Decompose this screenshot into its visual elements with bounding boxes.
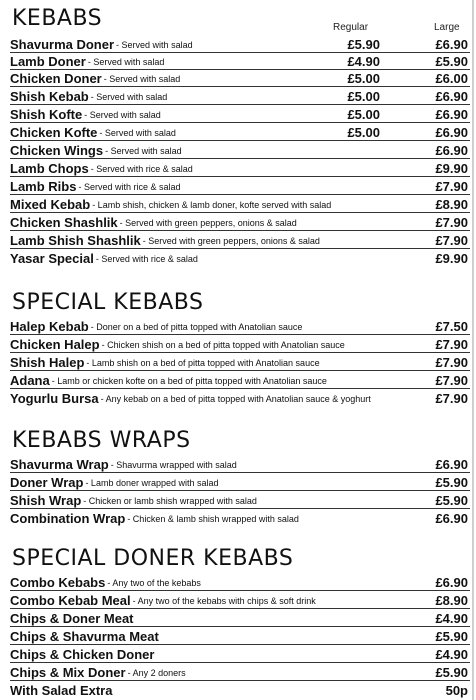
- item-name: Chips & Mix Doner: [10, 665, 126, 680]
- menu-item: [10, 474, 470, 491]
- item-name: Yasar Special: [10, 251, 94, 266]
- price-large: £7.90: [435, 215, 468, 230]
- menu-item: [10, 628, 470, 645]
- item-name: Chips & Doner Meat: [10, 611, 134, 626]
- price-regular: £5.90: [347, 37, 380, 52]
- menu-item: [10, 53, 470, 70]
- menu-item: [10, 142, 470, 159]
- menu-item: [10, 106, 470, 123]
- menu-item: [10, 354, 470, 371]
- menu-item: [10, 336, 470, 353]
- price: £8.90: [435, 593, 468, 608]
- item-name: Doner Wrap: [10, 475, 84, 490]
- menu-item: [10, 646, 470, 663]
- item-description: - Served with salad: [105, 146, 182, 156]
- menu-item: [10, 456, 470, 473]
- menu-item: [10, 196, 470, 213]
- price-regular: £5.00: [347, 71, 380, 86]
- price: £7.50: [435, 319, 468, 334]
- item-name: Chicken Wings: [10, 143, 104, 158]
- item-name: Chicken Doner: [10, 71, 102, 86]
- item-name: Chips & Shavurma Meat: [10, 629, 159, 644]
- item-description: - Served with salad: [84, 110, 161, 120]
- price-large: £9.90: [435, 161, 468, 176]
- price-large: £8.90: [435, 197, 468, 212]
- menu-item: [10, 610, 470, 627]
- menu-item: [10, 372, 470, 389]
- page-edge: [472, 0, 474, 700]
- item-description: - Lamb doner wrapped with salad: [85, 478, 219, 488]
- item-description: - Lamb shish, chicken & lamb doner, kofte served with salad: [92, 200, 332, 210]
- menu-item: [10, 682, 470, 698]
- price: £7.90: [435, 373, 468, 388]
- item-name: Combo Kebabs: [10, 575, 106, 590]
- price-regular: £5.00: [347, 107, 380, 122]
- item-name: Lamb Shish Shashlik: [10, 233, 141, 248]
- item-description: - Served with rice & salad: [90, 164, 193, 174]
- item-description: - Chicken shish on a bed of pitta topped with Anatolian sauce: [101, 340, 345, 350]
- menu-item: [10, 160, 470, 177]
- price-large: £7.90: [435, 233, 468, 248]
- menu-item: [10, 214, 470, 231]
- item-name: Shavurma Wrap: [10, 457, 109, 472]
- menu-item: [10, 124, 470, 141]
- item-name: Shish Halep: [10, 355, 85, 370]
- column-header-regular: Regular: [333, 22, 369, 33]
- item-name: Mixed Kebab: [10, 197, 91, 212]
- price: £6.90: [435, 511, 468, 526]
- price-large: £9.90: [435, 251, 468, 266]
- item-description: - Shavurma wrapped with salad: [110, 460, 237, 470]
- item-name: Chicken Kofte: [10, 125, 98, 140]
- price-large: £6.90: [435, 143, 468, 158]
- item-name: Lamb Ribs: [10, 179, 77, 194]
- menu-item: [10, 178, 470, 195]
- menu-item: [10, 390, 470, 406]
- price-large: £6.00: [435, 71, 468, 86]
- price-regular: £4.90: [347, 54, 380, 69]
- item-description: - Lamb or chicken kofte on a bed of pitta topped with Anatolian sauce: [51, 376, 327, 386]
- item-name: Combination Wrap: [10, 511, 126, 526]
- item-description: - Served with salad: [90, 92, 168, 102]
- column-header-large: Large: [434, 22, 460, 33]
- item-description: - Served with salad: [87, 57, 165, 67]
- item-name: Lamb Doner: [10, 54, 86, 69]
- section-title-kebabs: KEBABS: [12, 6, 103, 31]
- item-description: - Chicken or lamb shish wrapped with salad: [83, 496, 257, 506]
- price-large: £5.90: [435, 54, 468, 69]
- item-description: - Served with rice & salad: [78, 182, 181, 192]
- section-title-kebabs-wraps: KEBABS WRAPS: [12, 428, 191, 453]
- item-name: Shish Kofte: [10, 107, 83, 122]
- item-description: - Any two of the kebabs with chips & soft drink: [132, 596, 316, 606]
- item-description: - Served with salad: [103, 74, 181, 84]
- price: £7.90: [435, 337, 468, 352]
- item-description: - Doner on a bed of pitta topped with Anatolian sauce: [90, 322, 303, 332]
- section-title-special-kebabs: SPECIAL KEBABS: [12, 290, 204, 315]
- item-description: - Any two of the kebabs: [107, 578, 201, 588]
- item-name: Adana: [10, 373, 50, 388]
- price: £5.90: [435, 475, 468, 490]
- menu-item: [10, 36, 470, 53]
- menu-item: [10, 592, 470, 609]
- price: £4.90: [435, 647, 468, 662]
- item-name: With Salad Extra: [10, 683, 113, 698]
- item-description: - Served with rice & salad: [95, 254, 198, 264]
- item-description: - Served with green peppers, onions & salad: [142, 236, 320, 246]
- item-description: - Served with salad: [116, 40, 193, 50]
- price-large: £6.90: [435, 107, 468, 122]
- item-name: Yogurlu Bursa: [10, 391, 99, 406]
- price: £6.90: [435, 457, 468, 472]
- menu-item: [10, 664, 470, 681]
- price: £5.90: [435, 665, 468, 680]
- item-description: - Served with salad: [99, 128, 176, 138]
- item-name: Halep Kebab: [10, 319, 89, 334]
- item-name: Chips & Chicken Doner: [10, 647, 155, 662]
- item-name: Lamb Chops: [10, 161, 89, 176]
- item-name: Combo Kebab Meal: [10, 593, 131, 608]
- menu-item: [10, 70, 470, 87]
- price-regular: £5.00: [347, 89, 380, 104]
- price-large: £6.90: [435, 125, 468, 140]
- price-large: £7.90: [435, 179, 468, 194]
- item-name: Shavurma Doner: [10, 37, 115, 52]
- price-large: £6.90: [435, 37, 468, 52]
- price: £5.90: [435, 493, 468, 508]
- menu-item: [10, 510, 470, 526]
- price: £5.90: [435, 629, 468, 644]
- price: £6.90: [435, 575, 468, 590]
- item-name: Chicken Halep: [10, 337, 100, 352]
- section-title-special-doner-kebabs: SPECIAL DONER KEBABS: [12, 546, 294, 571]
- item-description: - Any kebab on a bed of pitta topped with Anatolian sauce & yoghurt: [100, 394, 371, 404]
- menu-item: [10, 574, 470, 591]
- item-name: Chicken Shashlik: [10, 215, 118, 230]
- price: £7.90: [435, 355, 468, 370]
- menu-item: [10, 318, 470, 335]
- item-description: - Served with green peppers, onions & salad: [119, 218, 297, 228]
- item-name: Shish Kebab: [10, 89, 89, 104]
- menu-item: [10, 250, 470, 266]
- menu-item: [10, 492, 470, 509]
- item-description: - Any 2 doners: [127, 668, 186, 678]
- item-name: Shish Wrap: [10, 493, 82, 508]
- item-description: - Chicken & lamb shish wrapped with salad: [127, 514, 299, 524]
- price: £4.90: [435, 611, 468, 626]
- item-description: - Lamb shish on a bed of pitta topped with Anatolian sauce: [86, 358, 320, 368]
- menu-item: [10, 88, 470, 105]
- menu-item: [10, 232, 470, 249]
- price-regular: £5.00: [347, 125, 380, 140]
- price: 50p: [445, 683, 468, 698]
- price-large: £6.90: [435, 89, 468, 104]
- price: £7.90: [435, 391, 468, 406]
